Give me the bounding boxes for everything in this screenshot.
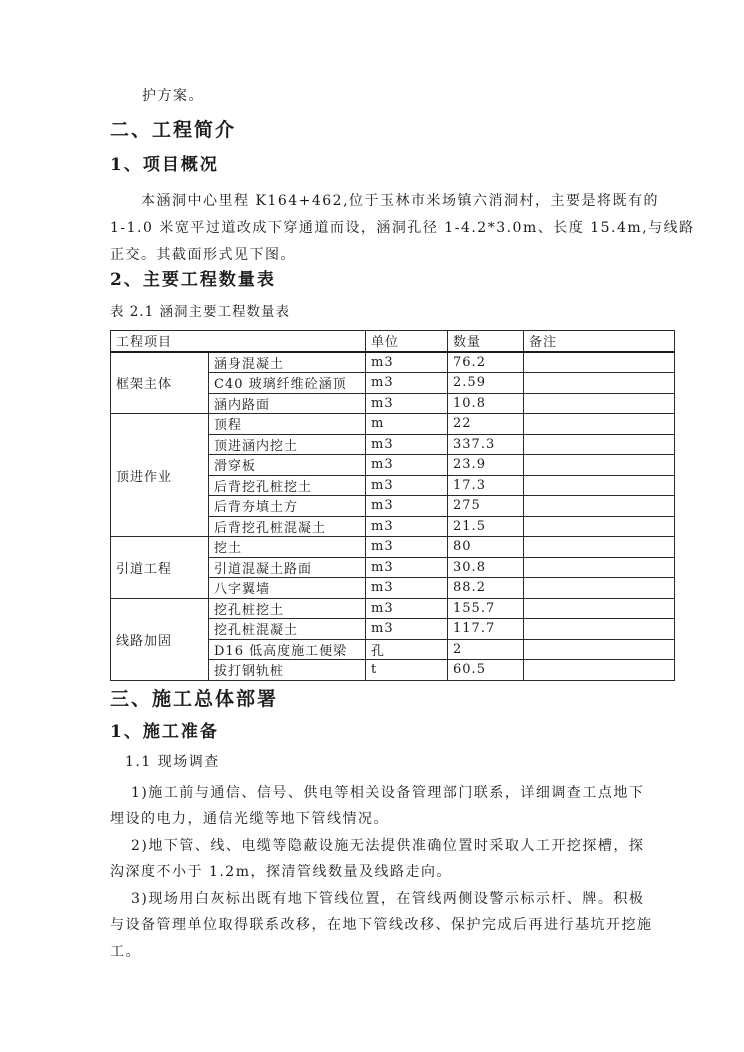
item-cell: 八字翼墙 [209, 578, 366, 599]
unit-cell: m3 [366, 352, 448, 373]
item-cell: D16 低高度施工便梁 [209, 639, 366, 660]
table-header-row [111, 331, 675, 352]
qty-cell: 275 [448, 496, 524, 517]
section-2-heading: 二、工程简介 [110, 119, 237, 141]
paragraph-line: 2)地下管、线、电缆等隐蔽设施无法提供准确位置时采取人工开挖探槽，探 [131, 837, 645, 854]
remark-cell [524, 455, 675, 476]
item-cell: 引道混凝土路面 [209, 557, 366, 578]
qty-cell: 60.5 [448, 660, 524, 681]
quantities-table [110, 330, 675, 681]
qty-cell: 155.7 [448, 598, 524, 619]
qty-cell: 117.7 [448, 619, 524, 640]
unit-cell: m3 [366, 434, 448, 455]
paragraph-line: 1)施工前与通信、信号、供电等相关设备管理部门联系，详细调查工点地下 [131, 784, 645, 801]
remark-cell [524, 352, 675, 373]
group-cell: 引道工程 [111, 537, 209, 599]
unit-cell: m3 [366, 619, 448, 640]
paragraph-line: 1-1.0 米宽平过道改成下穿通道而设，涵洞孔径 1-4.2*3.0m、长度 15.4m,与线路 [110, 220, 695, 236]
paragraph-line: 沟深度不小于 1.2m，探清管线数量及线路走向。 [110, 864, 452, 880]
paragraph-line: 工。 [110, 943, 141, 960]
unit-cell: m3 [366, 393, 448, 414]
col-header-quantity: 数量 [448, 331, 524, 352]
item-cell: 挖孔桩混凝土 [209, 619, 366, 640]
unit-cell: m3 [366, 516, 448, 537]
remark-cell [524, 475, 675, 496]
remark-cell [524, 496, 675, 517]
group-cell: 框架主体 [111, 352, 209, 414]
remark-cell [524, 393, 675, 414]
remark-cell [524, 434, 675, 455]
paragraph-line: 正交。其截面形式见下图。 [110, 247, 296, 263]
qty-cell: 21.5 [448, 516, 524, 537]
qty-cell: 10.8 [448, 393, 524, 414]
item-cell: 涵内路面 [209, 393, 366, 414]
remark-cell [524, 598, 675, 619]
table-row [111, 537, 675, 558]
group-cell: 顶进作业 [111, 414, 209, 537]
qty-cell: 2 [448, 639, 524, 660]
site-survey-paragraph-2 [110, 833, 676, 886]
remark-cell [524, 537, 675, 558]
section-3-1-heading: 1、施工准备 [110, 721, 219, 742]
remark-cell [524, 578, 675, 599]
qty-cell: 2.59 [448, 373, 524, 394]
qty-cell: 17.3 [448, 475, 524, 496]
item-cell: 后背夯填土方 [209, 496, 366, 517]
unit-cell: m3 [366, 578, 448, 599]
remark-cell [524, 516, 675, 537]
item-cell: 挖土 [209, 537, 366, 558]
item-cell: 后背挖孔桩挖土 [209, 475, 366, 496]
project-overview-paragraph [110, 188, 695, 269]
item-cell: 涵身混凝土 [209, 352, 366, 373]
remark-cell [524, 373, 675, 394]
remark-cell [524, 619, 675, 640]
unit-cell: m3 [366, 475, 448, 496]
paragraph-line: 本涵洞中心里程 K164+462,位于玉林市米场镇六消洞村，主要是将既有的 [141, 193, 660, 209]
table-row [111, 598, 675, 619]
col-header-remark: 备注 [524, 331, 675, 352]
table-caption: 表 2.1 涵洞主要工程数量表 [110, 304, 291, 320]
unit-cell: m3 [366, 373, 448, 394]
unit-cell: 孔 [366, 639, 448, 660]
qty-cell: 30.8 [448, 557, 524, 578]
paragraph-line: 埋设的电力，通信光缆等地下管线情况。 [110, 811, 389, 827]
site-survey-paragraph-1 [110, 780, 676, 833]
remark-cell [524, 639, 675, 660]
item-cell: 顶进涵内挖土 [209, 434, 366, 455]
remark-cell [524, 414, 675, 435]
qty-cell: 80 [448, 537, 524, 558]
paragraph-line: 3)现场用白灰标出既有地下管线位置，在管线两侧设警示标示杆、牌。积极 [131, 890, 645, 907]
item-cell: 挖孔桩挖土 [209, 598, 366, 619]
section-2-1-heading: 1、项目概况 [110, 155, 219, 175]
paragraph-tail-line: 护方案。 [142, 88, 204, 104]
site-survey-paragraph-3 [110, 886, 676, 966]
section-3-heading: 三、施工总体部署 [110, 687, 279, 710]
item-cell: 顶程 [209, 414, 366, 435]
unit-cell: m3 [366, 455, 448, 476]
qty-cell: 76.2 [448, 352, 524, 373]
unit-cell: t [366, 660, 448, 681]
paragraph-line: 与设备管理单位取得联系改移，在地下管线改移、保护完成后再进行基坑开挖施 [110, 917, 653, 933]
qty-cell: 337.3 [448, 434, 524, 455]
remark-cell [524, 557, 675, 578]
item-cell: C40 玻璃纤维砼涵顶 [209, 373, 366, 394]
table-row [111, 352, 675, 373]
unit-cell: m [366, 414, 448, 435]
remark-cell [524, 660, 675, 681]
group-cell: 线路加固 [111, 598, 209, 680]
qty-cell: 88.2 [448, 578, 524, 599]
unit-cell: m3 [366, 598, 448, 619]
table-row [111, 414, 675, 435]
unit-cell: m3 [366, 537, 448, 558]
unit-cell: m3 [366, 557, 448, 578]
item-cell: 拔打钢轨桩 [209, 660, 366, 681]
section-3-1-1-heading: 1.1 现场调查 [125, 753, 220, 770]
unit-cell: m3 [366, 496, 448, 517]
item-cell: 后背挖孔桩混凝土 [209, 516, 366, 537]
col-header-unit: 单位 [366, 331, 448, 352]
qty-cell: 22 [448, 414, 524, 435]
item-cell: 滑穿板 [209, 455, 366, 476]
qty-cell: 23.9 [448, 455, 524, 476]
col-header-project: 工程项目 [111, 331, 366, 352]
section-2-2-heading: 2、主要工程数量表 [110, 270, 276, 290]
